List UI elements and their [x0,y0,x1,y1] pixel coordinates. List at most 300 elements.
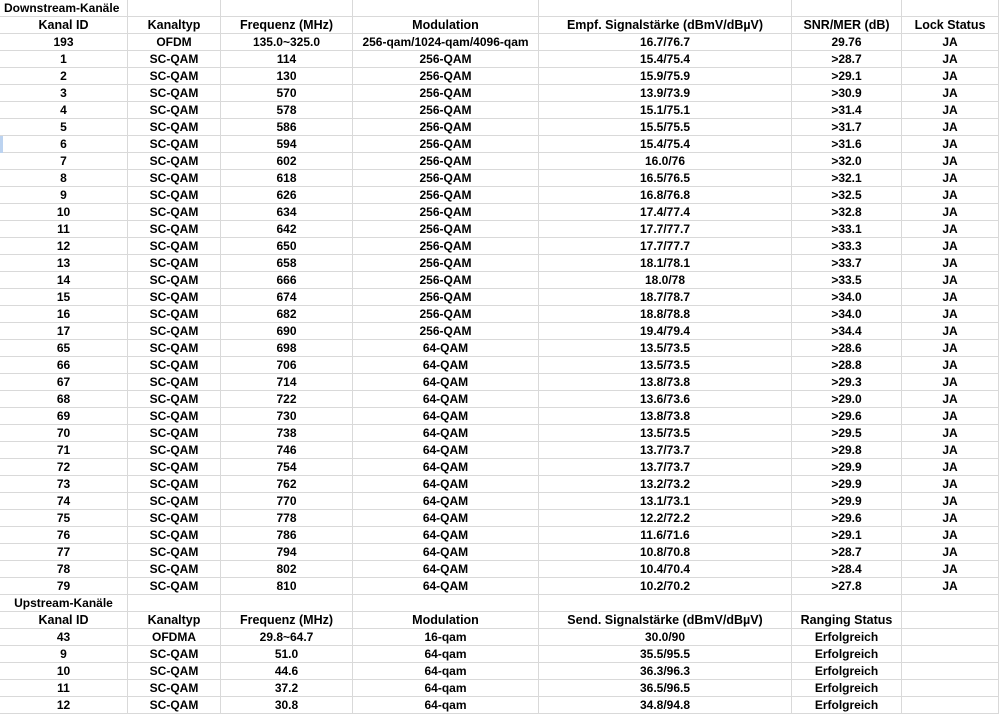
cell-kanaltyp[interactable]: SC-QAM [128,323,221,340]
cell-modulation[interactable]: 64-QAM [353,408,539,425]
cell-kanal-id[interactable]: 17 [0,323,128,340]
empty-cell[interactable] [221,0,353,17]
cell-frequenz[interactable]: 754 [221,459,353,476]
cell-kanal-id[interactable]: 2 [0,68,128,85]
cell-kanaltyp[interactable]: SC-QAM [128,544,221,561]
header-status-b[interactable]: Lock Status [902,17,999,34]
cell-frequenz[interactable]: 770 [221,493,353,510]
cell-kanal-id[interactable]: 10 [0,663,128,680]
cell-modulation[interactable]: 64-QAM [353,561,539,578]
cell-status-b[interactable]: JA [902,238,999,255]
cell-kanal-id[interactable]: 68 [0,391,128,408]
cell-kanaltyp[interactable]: SC-QAM [128,357,221,374]
cell-status-a[interactable]: >33.5 [792,272,902,289]
cell-status-b[interactable]: JA [902,289,999,306]
empty-cell[interactable] [128,595,221,612]
cell-frequenz[interactable]: 658 [221,255,353,272]
header-kanal-id[interactable]: Kanal ID [0,17,128,34]
cell-status-b[interactable]: JA [902,34,999,51]
header-kanaltyp[interactable]: Kanaltyp [128,17,221,34]
cell-status-a[interactable]: >29.3 [792,374,902,391]
cell-frequenz[interactable]: 802 [221,561,353,578]
downstream-table-row [0,459,999,476]
header-status-a[interactable]: SNR/MER (dB) [792,17,902,34]
cell-status-b[interactable]: JA [902,374,999,391]
cell-modulation[interactable]: 256-QAM [353,221,539,238]
cell-signalstaerke[interactable]: 36.3/96.3 [539,663,792,680]
cell-kanal-id[interactable]: 9 [0,646,128,663]
cell-kanal-id[interactable]: 77 [0,544,128,561]
cell-status-a[interactable]: >29.6 [792,510,902,527]
cell-modulation[interactable]: 256-QAM [353,272,539,289]
cell-status-a[interactable]: >33.1 [792,221,902,238]
cell-frequenz[interactable]: 706 [221,357,353,374]
cell-kanaltyp[interactable]: SC-QAM [128,442,221,459]
cell-frequenz[interactable]: 730 [221,408,353,425]
cell-kanal-id[interactable]: 6 [0,136,128,153]
cell-status-a[interactable]: >31.6 [792,136,902,153]
cell-frequenz[interactable]: 690 [221,323,353,340]
header-frequenz[interactable]: Frequenz (MHz) [221,612,353,629]
cell-status-a[interactable]: >34.0 [792,306,902,323]
cell-status-b[interactable] [902,646,999,663]
cell-kanaltyp[interactable]: OFDMA [128,629,221,646]
cell-kanaltyp[interactable]: SC-QAM [128,204,221,221]
cell-kanaltyp[interactable]: SC-QAM [128,697,221,714]
cell-kanaltyp[interactable]: SC-QAM [128,306,221,323]
cell-status-a[interactable]: Erfolgreich [792,629,902,646]
cell-signalstaerke[interactable]: 10.4/70.4 [539,561,792,578]
cell-status-a[interactable]: >29.9 [792,493,902,510]
cell-frequenz[interactable]: 618 [221,170,353,187]
cell-kanaltyp[interactable]: SC-QAM [128,238,221,255]
cell-status-a[interactable]: >29.5 [792,425,902,442]
cell-modulation[interactable]: 16-qam [353,629,539,646]
cell-status-b[interactable]: JA [902,578,999,595]
cell-modulation[interactable]: 256-QAM [353,85,539,102]
cell-status-a[interactable]: >33.7 [792,255,902,272]
cell-kanaltyp[interactable]: OFDM [128,34,221,51]
cell-frequenz[interactable]: 578 [221,102,353,119]
cell-status-a[interactable]: >27.8 [792,578,902,595]
cell-kanaltyp[interactable]: SC-QAM [128,102,221,119]
empty-cell[interactable] [353,595,539,612]
cell-frequenz[interactable]: 778 [221,510,353,527]
cell-status-b[interactable] [902,663,999,680]
cell-modulation[interactable]: 64-QAM [353,391,539,408]
cell-kanaltyp[interactable]: SC-QAM [128,68,221,85]
cell-modulation[interactable]: 64-QAM [353,459,539,476]
empty-cell[interactable] [792,595,902,612]
cell-modulation[interactable]: 64-QAM [353,442,539,459]
header-modulation[interactable]: Modulation [353,612,539,629]
cell-kanal-id[interactable]: 14 [0,272,128,289]
cell-status-b[interactable]: JA [902,119,999,136]
downstream-table-row [0,119,999,136]
cell-modulation[interactable]: 256-QAM [353,170,539,187]
cell-kanal-id[interactable]: 78 [0,561,128,578]
cell-signalstaerke[interactable]: 11.6/71.6 [539,527,792,544]
empty-cell[interactable] [539,595,792,612]
cell-kanal-id[interactable]: 67 [0,374,128,391]
cell-status-a[interactable]: >34.4 [792,323,902,340]
cell-signalstaerke[interactable]: 13.6/73.6 [539,391,792,408]
empty-cell[interactable] [792,0,902,17]
cell-kanaltyp[interactable]: SC-QAM [128,391,221,408]
cell-frequenz[interactable]: 634 [221,204,353,221]
cell-kanaltyp[interactable]: SC-QAM [128,425,221,442]
cell-kanaltyp[interactable]: SC-QAM [128,476,221,493]
cell-status-b[interactable] [902,680,999,697]
cell-kanal-id[interactable]: 10 [0,204,128,221]
cell-signalstaerke[interactable]: 16.8/76.8 [539,187,792,204]
cell-frequenz[interactable]: 29.8~64.7 [221,629,353,646]
cell-kanal-id[interactable]: 7 [0,153,128,170]
cell-kanaltyp[interactable]: SC-QAM [128,510,221,527]
empty-cell[interactable] [221,595,353,612]
cell-status-a[interactable]: >28.6 [792,340,902,357]
cell-frequenz[interactable]: 44.6 [221,663,353,680]
cell-status-a[interactable]: Erfolgreich [792,646,902,663]
cell-status-a[interactable]: Erfolgreich [792,663,902,680]
cell-status-b[interactable]: JA [902,561,999,578]
cell-kanal-id[interactable]: 66 [0,357,128,374]
cell-signalstaerke[interactable]: 16.7/76.7 [539,34,792,51]
cell-modulation[interactable]: 256-QAM [353,102,539,119]
cell-kanaltyp[interactable]: SC-QAM [128,459,221,476]
cell-modulation[interactable]: 64-QAM [353,493,539,510]
cell-status-b[interactable]: JA [902,255,999,272]
cell-kanal-id[interactable]: 74 [0,493,128,510]
cell-status-a[interactable]: >29.9 [792,459,902,476]
cell-kanal-id[interactable]: 12 [0,238,128,255]
cell-frequenz[interactable]: 722 [221,391,353,408]
cell-status-b[interactable]: JA [902,391,999,408]
cell-frequenz[interactable]: 698 [221,340,353,357]
cell-kanal-id[interactable]: 79 [0,578,128,595]
cell-kanaltyp[interactable]: SC-QAM [128,408,221,425]
header-signalstaerke[interactable]: Empf. Signalstärke (dBmV/dBµV) [539,17,792,34]
cell-frequenz[interactable]: 135.0~325.0 [221,34,353,51]
cell-frequenz[interactable]: 51.0 [221,646,353,663]
cell-kanaltyp[interactable]: SC-QAM [128,153,221,170]
cell-signalstaerke[interactable]: 34.8/94.8 [539,697,792,714]
cell-status-b[interactable]: JA [902,153,999,170]
cell-modulation[interactable]: 256-QAM [353,204,539,221]
cell-status-a[interactable]: >32.1 [792,170,902,187]
cell-modulation[interactable]: 64-qam [353,663,539,680]
cell-status-a[interactable]: >30.9 [792,85,902,102]
cell-modulation[interactable]: 256-QAM [353,153,539,170]
cell-modulation[interactable]: 64-qam [353,646,539,663]
cell-kanaltyp[interactable]: SC-QAM [128,561,221,578]
cell-kanaltyp[interactable]: SC-QAM [128,136,221,153]
cell-modulation[interactable]: 64-QAM [353,340,539,357]
cell-frequenz[interactable]: 738 [221,425,353,442]
cell-kanaltyp[interactable]: SC-QAM [128,221,221,238]
cell-modulation[interactable]: 256-qam/1024-qam/4096-qam [353,34,539,51]
cell-modulation[interactable]: 64-QAM [353,476,539,493]
cell-kanaltyp[interactable]: SC-QAM [128,119,221,136]
cell-status-b[interactable]: JA [902,340,999,357]
header-frequenz[interactable]: Frequenz (MHz) [221,17,353,34]
cell-kanal-id[interactable]: 15 [0,289,128,306]
cell-kanal-id[interactable]: 3 [0,85,128,102]
empty-cell[interactable] [902,595,999,612]
cell-kanal-id[interactable]: 65 [0,340,128,357]
cell-status-a[interactable]: >29.1 [792,527,902,544]
cell-modulation[interactable]: 256-QAM [353,306,539,323]
header-modulation[interactable]: Modulation [353,17,539,34]
cell-kanaltyp[interactable]: SC-QAM [128,340,221,357]
cell-signalstaerke[interactable]: 16.0/76 [539,153,792,170]
header-status-b[interactable] [902,612,999,629]
downstream-table-row [0,578,999,595]
cell-frequenz[interactable]: 594 [221,136,353,153]
cell-kanal-id[interactable]: 13 [0,255,128,272]
cell-kanal-id[interactable]: 70 [0,425,128,442]
cell-modulation[interactable]: 256-QAM [353,119,539,136]
cell-status-b[interactable]: JA [902,136,999,153]
cell-kanaltyp[interactable]: SC-QAM [128,493,221,510]
cell-signalstaerke[interactable]: 13.5/73.5 [539,357,792,374]
cell-kanal-id[interactable]: 72 [0,459,128,476]
header-kanaltyp[interactable]: Kanaltyp [128,612,221,629]
cell-kanal-id[interactable]: 5 [0,119,128,136]
cell-signalstaerke[interactable]: 13.8/73.8 [539,408,792,425]
cell-status-b[interactable]: JA [902,68,999,85]
empty-cell[interactable] [128,0,221,17]
cell-frequenz[interactable]: 37.2 [221,680,353,697]
cell-status-b[interactable]: JA [902,493,999,510]
cell-status-b[interactable]: JA [902,187,999,204]
cell-signalstaerke[interactable]: 18.7/78.7 [539,289,792,306]
cell-status-a[interactable]: >34.0 [792,289,902,306]
cell-status-b[interactable] [902,629,999,646]
cell-kanal-id[interactable]: 76 [0,527,128,544]
cell-modulation[interactable]: 64-QAM [353,357,539,374]
cell-status-a[interactable]: >32.5 [792,187,902,204]
cell-kanaltyp[interactable]: SC-QAM [128,255,221,272]
cell-signalstaerke[interactable]: 13.7/73.7 [539,442,792,459]
cell-modulation[interactable]: 256-QAM [353,289,539,306]
cell-kanaltyp[interactable]: SC-QAM [128,663,221,680]
cell-status-a[interactable]: >33.3 [792,238,902,255]
cell-kanal-id[interactable]: 71 [0,442,128,459]
cell-status-a[interactable]: >31.7 [792,119,902,136]
cell-modulation[interactable]: 64-QAM [353,510,539,527]
cell-modulation[interactable]: 64-QAM [353,578,539,595]
cell-kanal-id[interactable]: 9 [0,187,128,204]
cell-frequenz[interactable]: 794 [221,544,353,561]
header-kanal-id[interactable]: Kanal ID [0,612,128,629]
cell-status-b[interactable]: JA [902,459,999,476]
cell-status-b[interactable]: JA [902,442,999,459]
cell-modulation[interactable]: 64-qam [353,680,539,697]
cell-frequenz[interactable]: 666 [221,272,353,289]
cell-kanaltyp[interactable]: SC-QAM [128,85,221,102]
cell-frequenz[interactable]: 682 [221,306,353,323]
cell-signalstaerke[interactable]: 13.1/73.1 [539,493,792,510]
cell-kanal-id[interactable]: 11 [0,221,128,238]
cell-frequenz[interactable]: 602 [221,153,353,170]
downstream-table-row [0,272,999,289]
cell-signalstaerke[interactable]: 18.1/78.1 [539,255,792,272]
cell-status-b[interactable]: JA [902,408,999,425]
cell-status-a[interactable]: >28.7 [792,51,902,68]
cell-frequenz[interactable]: 570 [221,85,353,102]
cell-signalstaerke[interactable]: 19.4/79.4 [539,323,792,340]
cell-kanaltyp[interactable]: SC-QAM [128,272,221,289]
cell-modulation[interactable]: 256-QAM [353,323,539,340]
cell-modulation[interactable]: 64-QAM [353,374,539,391]
cell-signalstaerke[interactable]: 12.2/72.2 [539,510,792,527]
cell-status-a[interactable]: >29.1 [792,68,902,85]
cell-signalstaerke[interactable]: 15.1/75.1 [539,102,792,119]
cell-status-b[interactable] [902,697,999,714]
cell-status-a[interactable]: >29.9 [792,476,902,493]
cell-signalstaerke[interactable]: 15.9/75.9 [539,68,792,85]
cell-kanaltyp[interactable]: SC-QAM [128,578,221,595]
cell-status-b[interactable]: JA [902,306,999,323]
cell-status-a[interactable]: >28.8 [792,357,902,374]
cell-kanal-id[interactable]: 1 [0,51,128,68]
cell-modulation[interactable]: 64-QAM [353,527,539,544]
cell-status-a[interactable]: >31.4 [792,102,902,119]
cell-signalstaerke[interactable]: 10.2/70.2 [539,578,792,595]
cell-modulation[interactable]: 256-QAM [353,68,539,85]
cell-signalstaerke[interactable]: 18.0/78 [539,272,792,289]
cell-status-b[interactable]: JA [902,102,999,119]
cell-modulation[interactable]: 256-QAM [353,255,539,272]
cell-status-b[interactable]: JA [902,51,999,68]
cell-kanal-id[interactable]: 4 [0,102,128,119]
cell-signalstaerke[interactable]: 18.8/78.8 [539,306,792,323]
cell-frequenz[interactable]: 762 [221,476,353,493]
cell-signalstaerke[interactable]: 30.0/90 [539,629,792,646]
cell-kanaltyp[interactable]: SC-QAM [128,187,221,204]
cell-signalstaerke[interactable]: 13.2/73.2 [539,476,792,493]
cell-kanal-id[interactable]: 69 [0,408,128,425]
cell-kanal-id[interactable]: 16 [0,306,128,323]
cell-status-b[interactable]: JA [902,544,999,561]
cell-frequenz[interactable]: 130 [221,68,353,85]
cell-modulation[interactable]: 64-qam [353,697,539,714]
cell-status-b[interactable]: JA [902,85,999,102]
cell-kanal-id[interactable]: 193 [0,34,128,51]
cell-modulation[interactable]: 256-QAM [353,238,539,255]
cell-modulation[interactable]: 64-QAM [353,544,539,561]
cell-status-a[interactable]: Erfolgreich [792,680,902,697]
cell-signalstaerke[interactable]: 13.7/73.7 [539,459,792,476]
empty-cell[interactable] [353,0,539,17]
cell-kanal-id[interactable]: 73 [0,476,128,493]
cell-status-b[interactable]: JA [902,425,999,442]
cell-status-a[interactable]: >29.0 [792,391,902,408]
cell-kanal-id[interactable]: 75 [0,510,128,527]
cell-status-b[interactable]: JA [902,476,999,493]
cell-signalstaerke[interactable]: 13.9/73.9 [539,85,792,102]
cell-kanaltyp[interactable]: SC-QAM [128,680,221,697]
cell-status-b[interactable]: JA [902,510,999,527]
upstream-title[interactable]: Upstream-Kanäle [0,595,128,612]
header-status-a[interactable]: Ranging Status [792,612,902,629]
cell-kanal-id[interactable]: 43 [0,629,128,646]
cell-signalstaerke[interactable]: 17.4/77.4 [539,204,792,221]
cell-frequenz[interactable]: 714 [221,374,353,391]
cell-signalstaerke[interactable]: 15.5/75.5 [539,119,792,136]
cell-status-a[interactable]: Erfolgreich [792,697,902,714]
cell-signalstaerke[interactable]: 13.8/73.8 [539,374,792,391]
cell-frequenz[interactable]: 642 [221,221,353,238]
cell-kanaltyp[interactable]: SC-QAM [128,527,221,544]
cell-frequenz[interactable]: 746 [221,442,353,459]
cell-status-b[interactable]: JA [902,170,999,187]
empty-cell[interactable] [902,0,999,17]
cell-modulation[interactable]: 256-QAM [353,187,539,204]
cell-frequenz[interactable]: 586 [221,119,353,136]
downstream-title[interactable]: Downstream-Kanäle [0,0,128,17]
cell-status-b[interactable]: JA [902,527,999,544]
cell-status-a[interactable]: >29.6 [792,408,902,425]
cell-status-a[interactable]: >32.0 [792,153,902,170]
cell-status-a[interactable]: >29.8 [792,442,902,459]
cell-status-a[interactable]: >28.4 [792,561,902,578]
cell-signalstaerke[interactable]: 35.5/95.5 [539,646,792,663]
cell-signalstaerke[interactable]: 17.7/77.7 [539,238,792,255]
cell-frequenz[interactable]: 810 [221,578,353,595]
cell-kanaltyp[interactable]: SC-QAM [128,289,221,306]
cell-kanal-id[interactable]: 11 [0,680,128,697]
empty-cell[interactable] [539,0,792,17]
cell-kanaltyp[interactable]: SC-QAM [128,51,221,68]
cell-signalstaerke[interactable]: 15.4/75.4 [539,51,792,68]
cell-status-b[interactable]: JA [902,323,999,340]
cell-modulation[interactable]: 256-QAM [353,51,539,68]
cell-status-b[interactable]: JA [902,204,999,221]
cell-signalstaerke[interactable]: 17.7/77.7 [539,221,792,238]
cell-signalstaerke[interactable]: 36.5/96.5 [539,680,792,697]
cell-frequenz[interactable]: 626 [221,187,353,204]
cell-signalstaerke[interactable]: 16.5/76.5 [539,170,792,187]
cell-frequenz[interactable]: 674 [221,289,353,306]
cell-status-b[interactable]: JA [902,272,999,289]
cell-modulation[interactable]: 64-QAM [353,425,539,442]
cell-modulation[interactable]: 256-QAM [353,136,539,153]
cell-frequenz[interactable]: 786 [221,527,353,544]
cell-signalstaerke[interactable]: 10.8/70.8 [539,544,792,561]
cell-status-a[interactable]: 29.76 [792,34,902,51]
downstream-table-row [0,306,999,323]
cell-status-a[interactable]: >32.8 [792,204,902,221]
cell-kanal-id[interactable]: 8 [0,170,128,187]
cell-status-a[interactable]: >28.7 [792,544,902,561]
cell-frequenz[interactable]: 30.8 [221,697,353,714]
cell-status-b[interactable]: JA [902,221,999,238]
cell-kanal-id[interactable]: 12 [0,697,128,714]
cell-signalstaerke[interactable]: 13.5/73.5 [539,340,792,357]
downstream-table-row [0,374,999,391]
cell-kanaltyp[interactable]: SC-QAM [128,646,221,663]
cell-frequenz[interactable]: 650 [221,238,353,255]
cell-signalstaerke[interactable]: 15.4/75.4 [539,136,792,153]
cell-kanaltyp[interactable]: SC-QAM [128,170,221,187]
cell-frequenz[interactable]: 114 [221,51,353,68]
cell-signalstaerke[interactable]: 13.5/73.5 [539,425,792,442]
header-signalstaerke[interactable]: Send. Signalstärke (dBmV/dBµV) [539,612,792,629]
cell-kanaltyp[interactable]: SC-QAM [128,374,221,391]
cell-status-b[interactable]: JA [902,357,999,374]
